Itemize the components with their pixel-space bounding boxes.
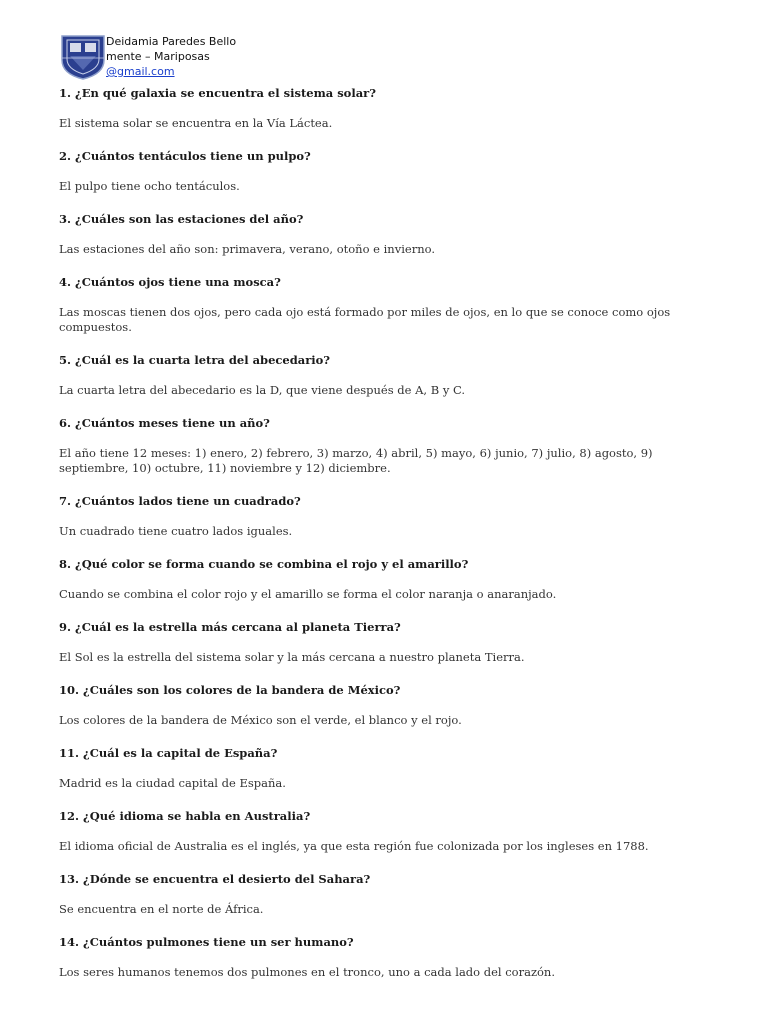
- document-header: [58, 34, 358, 80]
- answer: El idioma oficial de Australia es el inglés, ya que esta región fue colonizada por los ingleses en 1788.: [59, 839, 649, 853]
- answer: Las moscas tienen dos ojos, pero cada ojo está formado por miles de ojos, en lo que se conoce como ojos compuestos.: [59, 305, 671, 334]
- qa-item: [59, 557, 719, 602]
- question: 3. ¿Cuáles son las estaciones del año?: [59, 212, 304, 226]
- question: 5. ¿Cuál es la cuarta letra del abecedario?: [59, 353, 331, 367]
- question: 6. ¿Cuántos meses tiene un año?: [59, 416, 270, 430]
- question: 1. ¿En qué galaxia se encuentra el sistema solar?: [59, 86, 376, 100]
- question: 7. ¿Cuántos lados tiene un cuadrado?: [59, 494, 301, 508]
- author-name: Deidamia Paredes Bello: [106, 35, 237, 48]
- question: 10. ¿Cuáles son los colores de la bandera de México?: [59, 683, 401, 697]
- question: 14. ¿Cuántos pulmones tiene un ser humano?: [59, 935, 354, 949]
- answer: La cuarta letra del abecedario es la D, que viene después de A, B y C.: [59, 383, 466, 397]
- question: 11. ¿Cuál es la capital de España?: [59, 746, 278, 760]
- question-list: [59, 86, 719, 998]
- answer: Madrid es la ciudad capital de España.: [59, 776, 286, 790]
- qa-item: [59, 416, 719, 476]
- answer: El Sol es la estrella del sistema solar y la más cercana a nuestro planeta Tierra.: [59, 650, 525, 664]
- qa-item: [59, 872, 719, 917]
- question: 13. ¿Dónde se encuentra el desierto del Sahara?: [59, 872, 371, 886]
- answer: Los colores de la bandera de México son el verde, el blanco y el rojo.: [59, 713, 462, 727]
- school-crest-icon: [58, 34, 108, 80]
- answer: Los seres humanos tenemos dos pulmones en el tronco, uno a cada lado del corazón.: [59, 965, 555, 979]
- qa-item: [59, 149, 719, 194]
- qa-item: [59, 683, 719, 728]
- qa-item: [59, 809, 719, 854]
- qa-item: [59, 353, 719, 398]
- qa-item: [59, 86, 719, 131]
- question: 4. ¿Cuántos ojos tiene una mosca?: [59, 275, 281, 289]
- answer: El año tiene 12 meses: 1) enero, 2) febrero, 3) marzo, 4) abril, 5) mayo, 6) junio, 7) julio, 8) agosto, 9) septiembre, 10) octubre, 11) noviembre y 12) diciembre.: [59, 446, 653, 475]
- answer: Un cuadrado tiene cuatro lados iguales.: [59, 524, 293, 538]
- school-name: mente – Mariposas: [106, 50, 210, 63]
- answer: Las estaciones del año son: primavera, verano, otoño e invierno.: [59, 242, 435, 256]
- qa-item: [59, 935, 719, 980]
- qa-item: [59, 746, 719, 791]
- question: 12. ¿Qué idioma se habla en Australia?: [59, 809, 311, 823]
- qa-item: [59, 620, 719, 665]
- question: 9. ¿Cuál es la estrella más cercana al planeta Tierra?: [59, 620, 401, 634]
- email-link[interactable]: @gmail.com: [106, 65, 175, 78]
- qa-item: [59, 275, 719, 335]
- answer: Se encuentra en el norte de África.: [59, 902, 264, 916]
- question: 2. ¿Cuántos tentáculos tiene un pulpo?: [59, 149, 311, 163]
- answer: El sistema solar se encuentra en la Vía Láctea.: [59, 116, 333, 130]
- qa-item: [59, 494, 719, 539]
- answer: Cuando se combina el color rojo y el amarillo se forma el color naranja o anaranjado.: [59, 587, 557, 601]
- qa-item: [59, 212, 719, 257]
- answer: El pulpo tiene ocho tentáculos.: [59, 179, 240, 193]
- question: 8. ¿Qué color se forma cuando se combina el rojo y el amarillo?: [59, 557, 469, 571]
